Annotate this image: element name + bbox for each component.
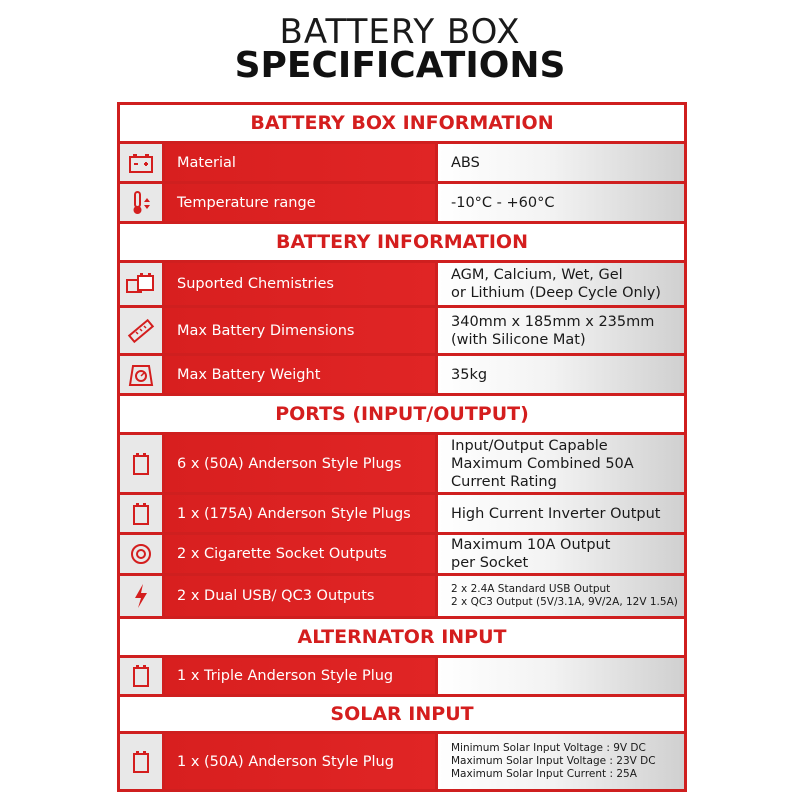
battery-icon <box>120 144 162 181</box>
spec-label: Max Battery Weight <box>165 356 435 393</box>
page-title-line2: SPECIFICATIONS <box>234 45 566 86</box>
spec-label: Max Battery Dimensions <box>165 308 435 353</box>
table-row <box>120 576 684 616</box>
table-row <box>120 435 684 492</box>
table-row <box>120 495 684 532</box>
plug-icon <box>120 658 162 694</box>
table-row <box>120 734 684 789</box>
spec-value: 35kg <box>438 356 684 393</box>
spec-value <box>438 658 684 694</box>
table-row <box>120 184 684 221</box>
scale-icon <box>120 356 162 393</box>
spec-label: 1 x (50A) Anderson Style Plug <box>165 734 435 789</box>
spec-label: Material <box>165 144 435 181</box>
spec-label: 1 x (175A) Anderson Style Plugs <box>165 495 435 532</box>
spec-value: -10°C - +60°C <box>438 184 684 221</box>
section-title-ports: PORTS (INPUT/OUTPUT) <box>120 396 684 432</box>
spec-label: 6 x (50A) Anderson Style Plugs <box>165 435 435 492</box>
section-title-solar: SOLAR INPUT <box>120 697 684 731</box>
batteries-icon <box>120 263 162 305</box>
spec-table <box>117 102 687 792</box>
spec-value: 340mm x 185mm x 235mm (with Silicone Mat) <box>438 308 684 353</box>
spec-label: 2 x Dual USB/ QC3 Outputs <box>165 576 435 616</box>
page-title-line1: BATTERY BOX <box>279 12 521 52</box>
spec-label: 1 x Triple Anderson Style Plug <box>165 658 435 694</box>
thermometer-icon <box>120 184 162 221</box>
section-title-alternator: ALTERNATOR INPUT <box>120 619 684 655</box>
spec-value: 2 x 2.4A Standard USB Output 2 x QC3 Output (5V/3.1A, 9V/2A, 12V 1.5A) <box>438 576 684 616</box>
socket-icon <box>120 535 162 573</box>
spec-label: Suported Chemistries <box>165 263 435 305</box>
spec-value: Maximum 10A Output per Socket <box>438 535 684 573</box>
spec-value: ABS <box>438 144 684 181</box>
spec-value: Input/Output Capable Maximum Combined 50A Current Rating <box>438 435 684 492</box>
table-row <box>120 356 684 393</box>
plug-icon <box>120 435 162 492</box>
table-row <box>120 535 684 573</box>
spec-value: Minimum Solar Input Voltage : 9V DC Maximum Solar Input Voltage : 23V DC Maximum Solar Input Current : 25A <box>438 734 684 789</box>
lightning-icon <box>120 576 162 616</box>
table-row <box>120 144 684 181</box>
section-title-battery: BATTERY INFORMATION <box>120 224 684 260</box>
plug-icon <box>120 734 162 789</box>
spec-value: AGM, Calcium, Wet, Gel or Lithium (Deep Cycle Only) <box>438 263 684 305</box>
section-title-box: BATTERY BOX INFORMATION <box>120 105 684 141</box>
spec-label: Temperature range <box>165 184 435 221</box>
table-row <box>120 308 684 353</box>
table-row <box>120 263 684 305</box>
ruler-icon <box>120 308 162 353</box>
table-row <box>120 658 684 694</box>
spec-value: High Current Inverter Output <box>438 495 684 532</box>
plug-icon <box>120 495 162 532</box>
spec-label: 2 x Cigarette Socket Outputs <box>165 535 435 573</box>
